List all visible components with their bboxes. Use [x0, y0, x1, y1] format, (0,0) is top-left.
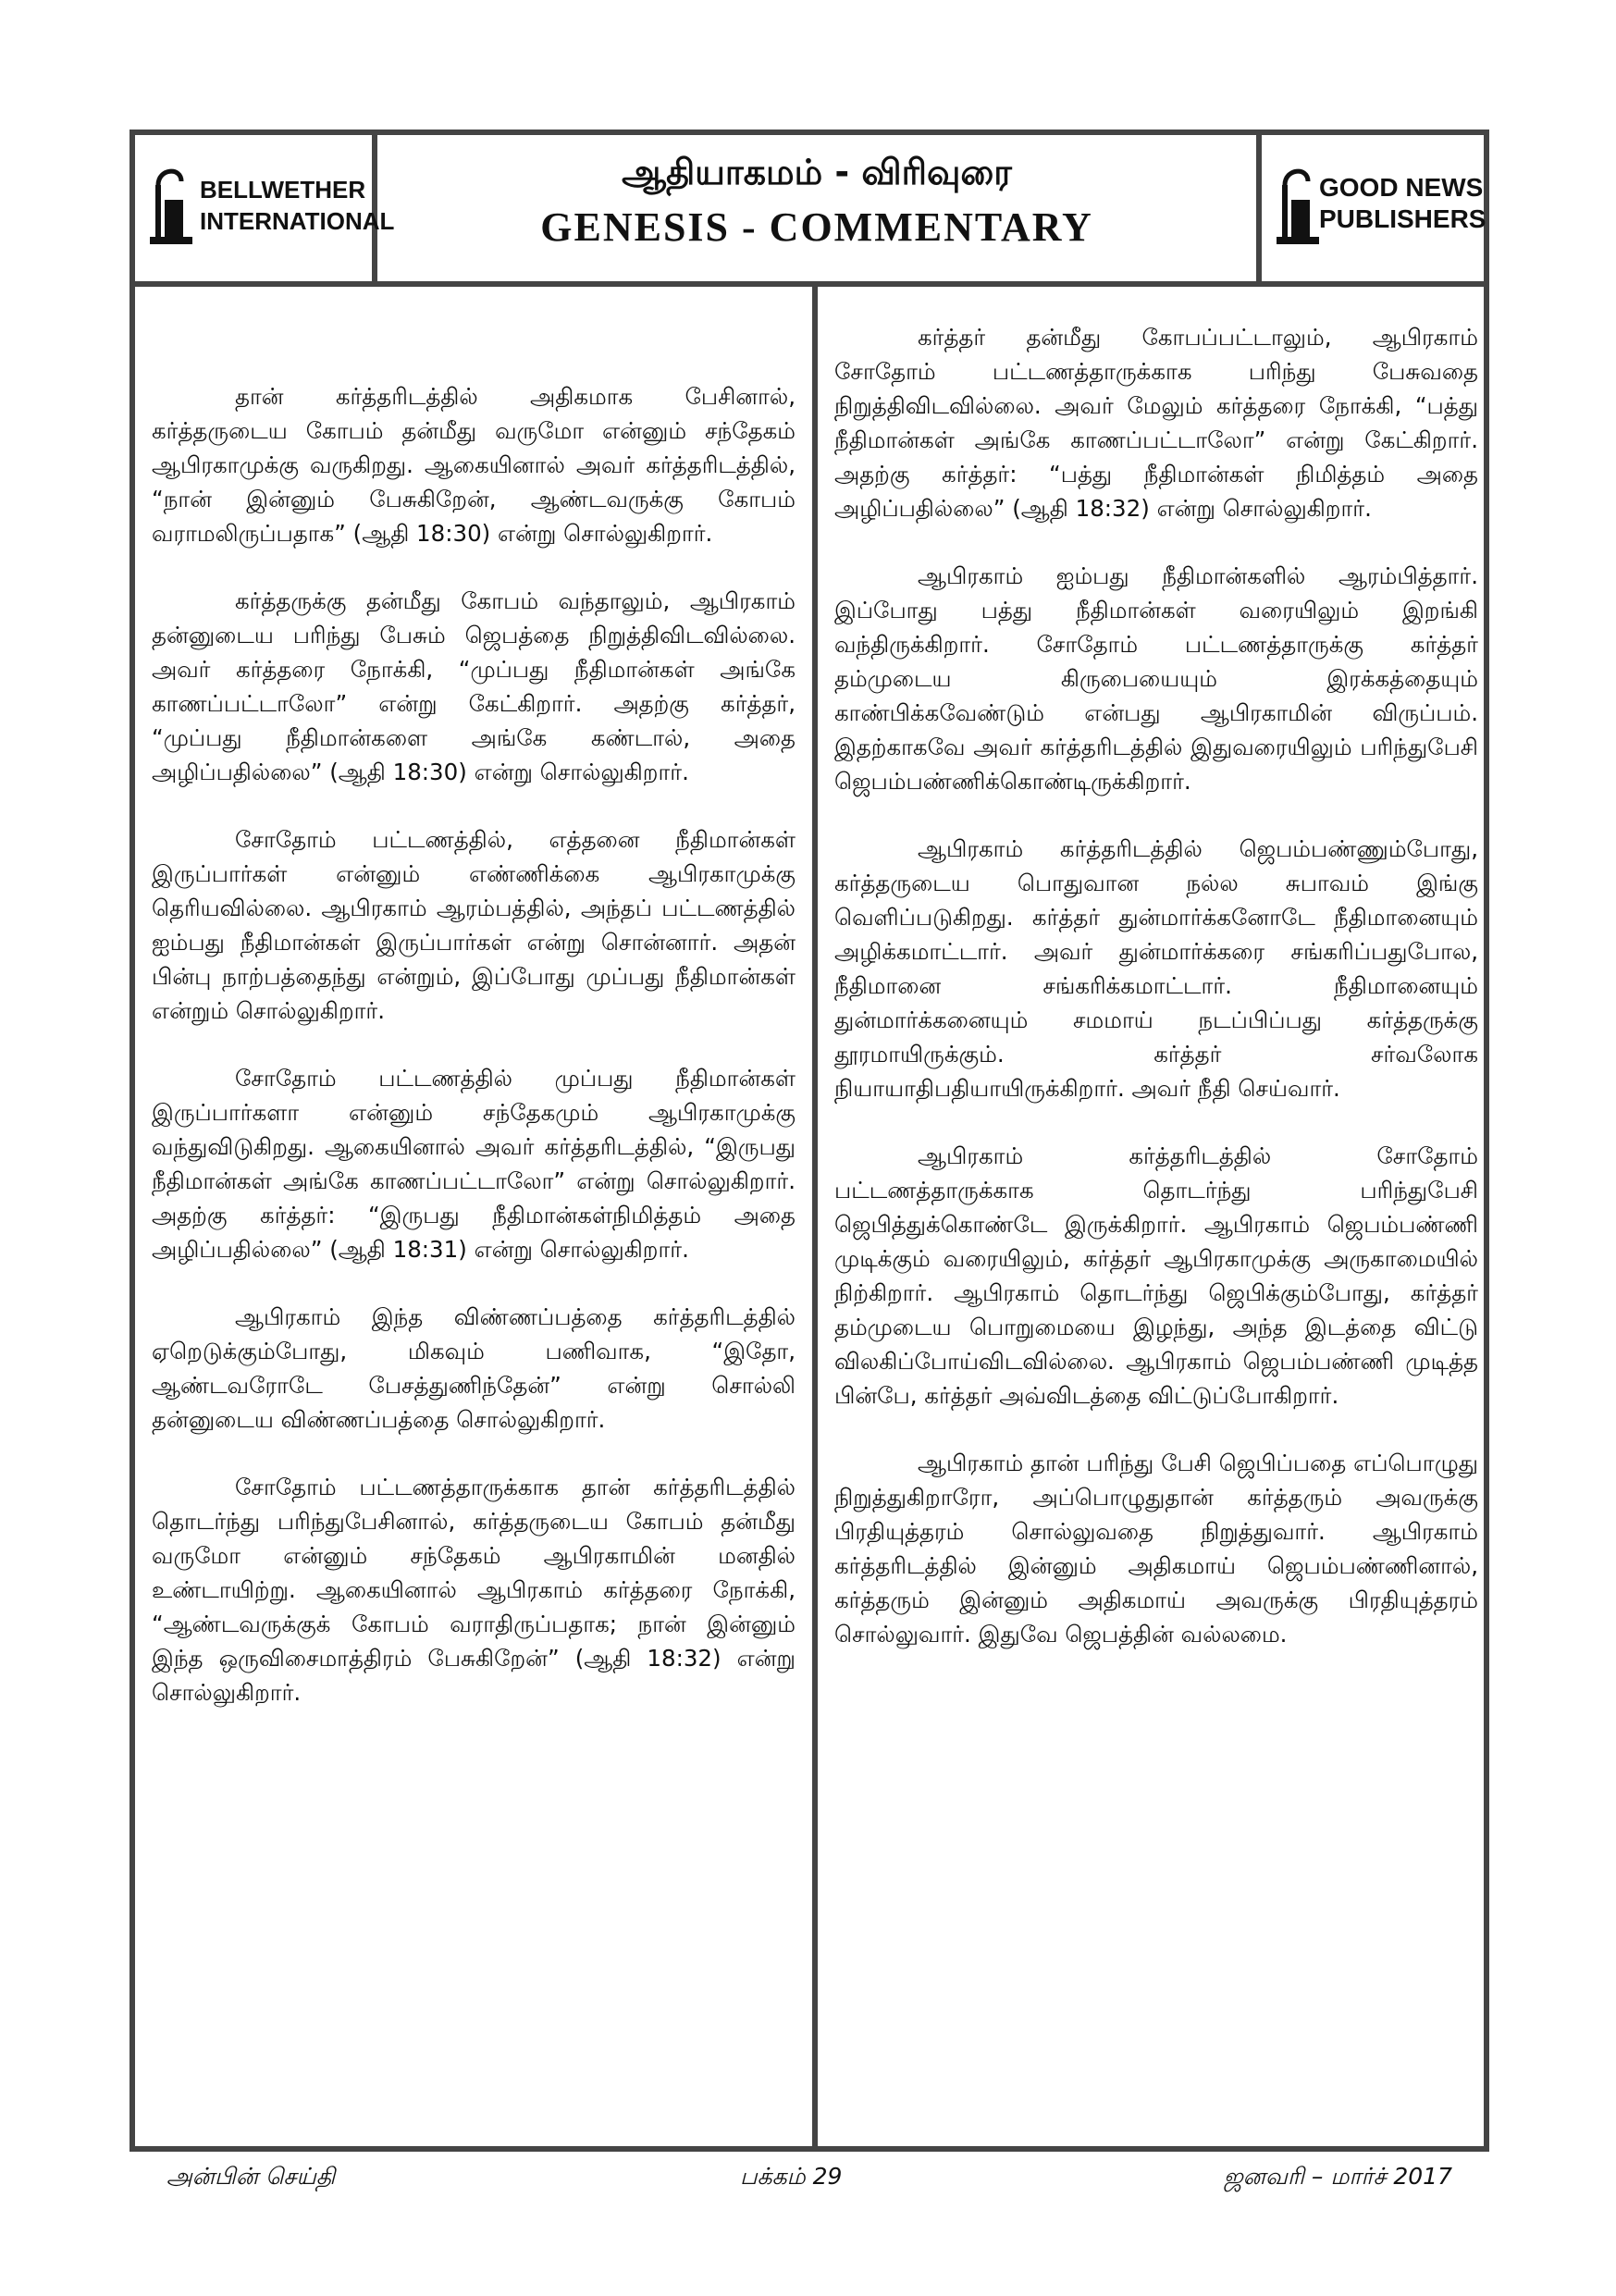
paragraph: ஆபிரகாம் ஐம்பது நீதிமான்களில் ஆரம்பித்தார். இப்போது பத்து நீதிமான்கள் வரையிலும் இறங்கி வந்திருக்கிறார். சோதோம் பட்டணத்தாருக்கு கர்த்தர் தம்முடைய கிருபையையும் இரக்கத்தையும் காண்பிக்கவேண்டும் என்பது ஆபிரகாமின் விருப்பம். இதற்காகவே அவர் கர்த்தரிடத்தில் இதுவரையிலும் பரிந்துபேசி ஜெபம்பண்ணிக்கொண்டிருக்கிறார். [834, 562, 1478, 795]
page-footer [130, 2163, 1489, 2200]
page-number: பக்கம் 29 [740, 2163, 843, 2190]
logo-line-2: PUBLISHERS [1319, 204, 1486, 233]
paragraph: தான் கர்த்தரிடத்தில் அதிகமாக பேசினால், கர்த்தருடைய கோபம் தன்மீது வருமோ என்னும் சந்தேகம் ஆபிரகாமுக்கு வருகிறது. ஆகையினால் அவர் கர்த்தரிடத்தில், “நான் இன்னும் பேசுகிறேன், ஆண்டவருக்கு கோபம் வராமலிருப்பதாக” (ஆதி 18:30) என்று சொல்லுகிறார். [152, 383, 796, 547]
paragraph: கர்த்தர் தன்மீது கோபப்பட்டாலும், ஆபிரகாம் சோதோம் பட்டணத்தாருக்காக பரிந்து பேசுவதை நிறுத்திவிடவில்லை. அவர் மேலும் கர்த்தரை நோக்கி, “பத்து நீதிமான்கள் அங்கே காணப்பட்டாலோ” என்று கேட்கிறார். அதற்கு கர்த்தர்: “பத்து நீதிமான்கள் நிமித்தம் அதை அழிப்பதில்லை” (ஆதி 18:32) என்று சொல்லுகிறார். [834, 324, 1478, 522]
bellwether-logo [135, 135, 395, 281]
issue-date: ஜனவரி – மார்ச் 2017 [1223, 2163, 1452, 2190]
page-header [135, 135, 1484, 287]
paragraph: ஆபிரகாம் தான் பரிந்து பேசி ஜெபிப்பதை எப்பொழுது நிறுத்துகிறாரோ, அப்பொழுதுதான் கர்த்தரும் அவருக்கு பிரதியுத்தரம் சொல்லுவதை நிறுத்துவார். ஆபிரகாம் கர்த்தரிடத்தில் இன்னும் அதிகமாய் ஜெபம்பண்ணினால், கர்த்தரும் இன்னும் அதிகமாய் அவருக்கு பிரதியுத்தரம் சொல்லுவார். இதுவே ஜெபத்தின் வல்லமை. [834, 1450, 1478, 1648]
shepherd-staff-icon [150, 163, 192, 246]
paragraph: சோதோம் பட்டணத்தில் முப்பது நீதிமான்கள் இருப்பார்களா என்னும் சந்தேகமும் ஆபிரகாமுக்கு வந்துவிடுகிறது. ஆகையினால் அவர் கர்த்தரிடத்தில், “இருபது நீதிமான்கள் அங்கே காணப்பட்டாலோ” என்று சொல்லுகிறார். அதற்கு கர்த்தர்: “இருபது நீதிமான்கள்நிமித்தம் அதை அழிப்பதில்லை” (ஆதி 18:31) என்று சொல்லுகிறார். [152, 1065, 796, 1263]
paragraph: ஆபிரகாம் இந்த விண்ணப்பத்தை கர்த்தரிடத்தில் ஏறெடுக்கும்போது, மிகவும் பணிவாக, “இதோ, ஆண்டவரோடே பேசத்துணிந்தேன்” என்று சொல்லி தன்னுடைய விண்ணப்பத்தை சொல்லுகிறார். [152, 1303, 796, 1433]
right-column [815, 287, 1495, 2152]
page-frame [130, 130, 1489, 2152]
paragraph: சோதோம் பட்டணத்தில், எத்தனை நீதிமான்கள் இருப்பார்கள் என்னும் எண்ணிக்கை ஆபிரகாமுக்கு தெரியவில்லை. ஆபிரகாம் ஆரம்பத்தில், அந்தப் பட்டணத்தில் ஐம்பது நீதிமான்கள் இருப்பார்கள் என்று சொன்னார். அதன் பின்பு நாற்பத்தைந்து என்றும், இப்போது முப்பது நீதிமான்கள் என்றும் சொல்லுகிறார். [152, 826, 796, 1024]
title-english: GENESIS - COMMENTARY [540, 204, 1093, 250]
logo-line-2: INTERNATIONAL [200, 207, 395, 235]
good-news-logo [1256, 135, 1484, 281]
paragraph: ஆபிரகாம் கர்த்தரிடத்தில் ஜெபம்பண்ணும்போது, கர்த்தருடைய பொதுவான நல்ல சுபாவம் இங்கு வெளிப்படுகிறது. கர்த்தர் துன்மார்க்கனோடே நீதிமானையும் அழிக்கமாட்டார். அவர் துன்மார்க்கரை சங்கரிப்பதுபோல, நீதிமானை சங்கரிக்கமாட்டார். நீதிமானையும் துன்மார்க்கனையும் சமமாய் நடப்பிப்பது கர்த்தருக்கு தூரமாயிருக்கும். கர்த்தர் சர்வலோக நியாயாதிபதியாயிருக்கிறார். அவர் நீதி செய்வார். [834, 835, 1478, 1102]
title-tamil: ஆதியாகமம் - விரிவுரை [622, 152, 1012, 192]
logo-line-1: BELLWETHER [200, 176, 366, 204]
shepherd-staff-icon [1277, 163, 1319, 246]
logo-line-1: GOOD NEWS [1319, 173, 1484, 202]
paragraph: கர்த்தருக்கு தன்மீது கோபம் வந்தாலும், ஆபிரகாம் தன்னுடைய பரிந்து பேசும் ஜெபத்தை நிறுத்திவிடவில்லை. அவர் கர்த்தரை நோக்கி, “முப்பது நீதிமான்கள் அங்கே காணப்பட்டாலோ” என்று கேட்கிறார். அதற்கு கர்த்தர், “முப்பது நீதிமான்களை அங்கே கண்டால், அதை அழிப்பதில்லை” (ஆதி 18:30) என்று சொல்லுகிறார். [152, 587, 796, 785]
title-block [377, 135, 1256, 281]
left-column [135, 287, 815, 2152]
paragraph: ஆபிரகாம் கர்த்தரிடத்தில் சோதோம் பட்டணத்தாருக்காக தொடர்ந்து பரிந்துபேசி ஜெபித்துக்கொண்டே இருக்கிறார். ஆபிரகாம் ஜெபம்பண்ணி முடிக்கும் வரையிலும், கர்த்தர் ஆபிரகாமுக்கு அருகாமையில் நிற்கிறார். ஆபிரகாம் தொடர்ந்து ஜெபிக்கும்போது, கர்த்தர் தம்முடைய பொறுமையை இழந்து, அந்த இடத்தை விட்டு விலகிப்போய்விடவில்லை. ஆபிரகாம் ஜெபம்பண்ணி முடித்த பின்பே, கர்த்தர் அவ்விடத்தை விட்டுப்போகிறார். [834, 1142, 1478, 1409]
paragraph: சோதோம் பட்டணத்தாருக்காக தான் கர்த்தரிடத்தில் தொடர்ந்து பரிந்துபேசினால், கர்த்தருடைய கோபம் தன்மீது வருமோ என்னும் சந்தேகம் ஆபிரகாமின் மனதில் உண்டாயிற்று. ஆகையினால் ஆபிரகாம் கர்த்தரை நோக்கி, “ஆண்டவருக்குக் கோபம் வராதிருப்பதாக; நான் இன்னும் இந்த ஒருவிசைமாத்திரம் பேசுகிறேன்” (ஆதி 18:32) என்று சொல்லுகிறார். [152, 1474, 796, 1706]
magazine-name: அன்பின் செய்தி [167, 2163, 336, 2190]
